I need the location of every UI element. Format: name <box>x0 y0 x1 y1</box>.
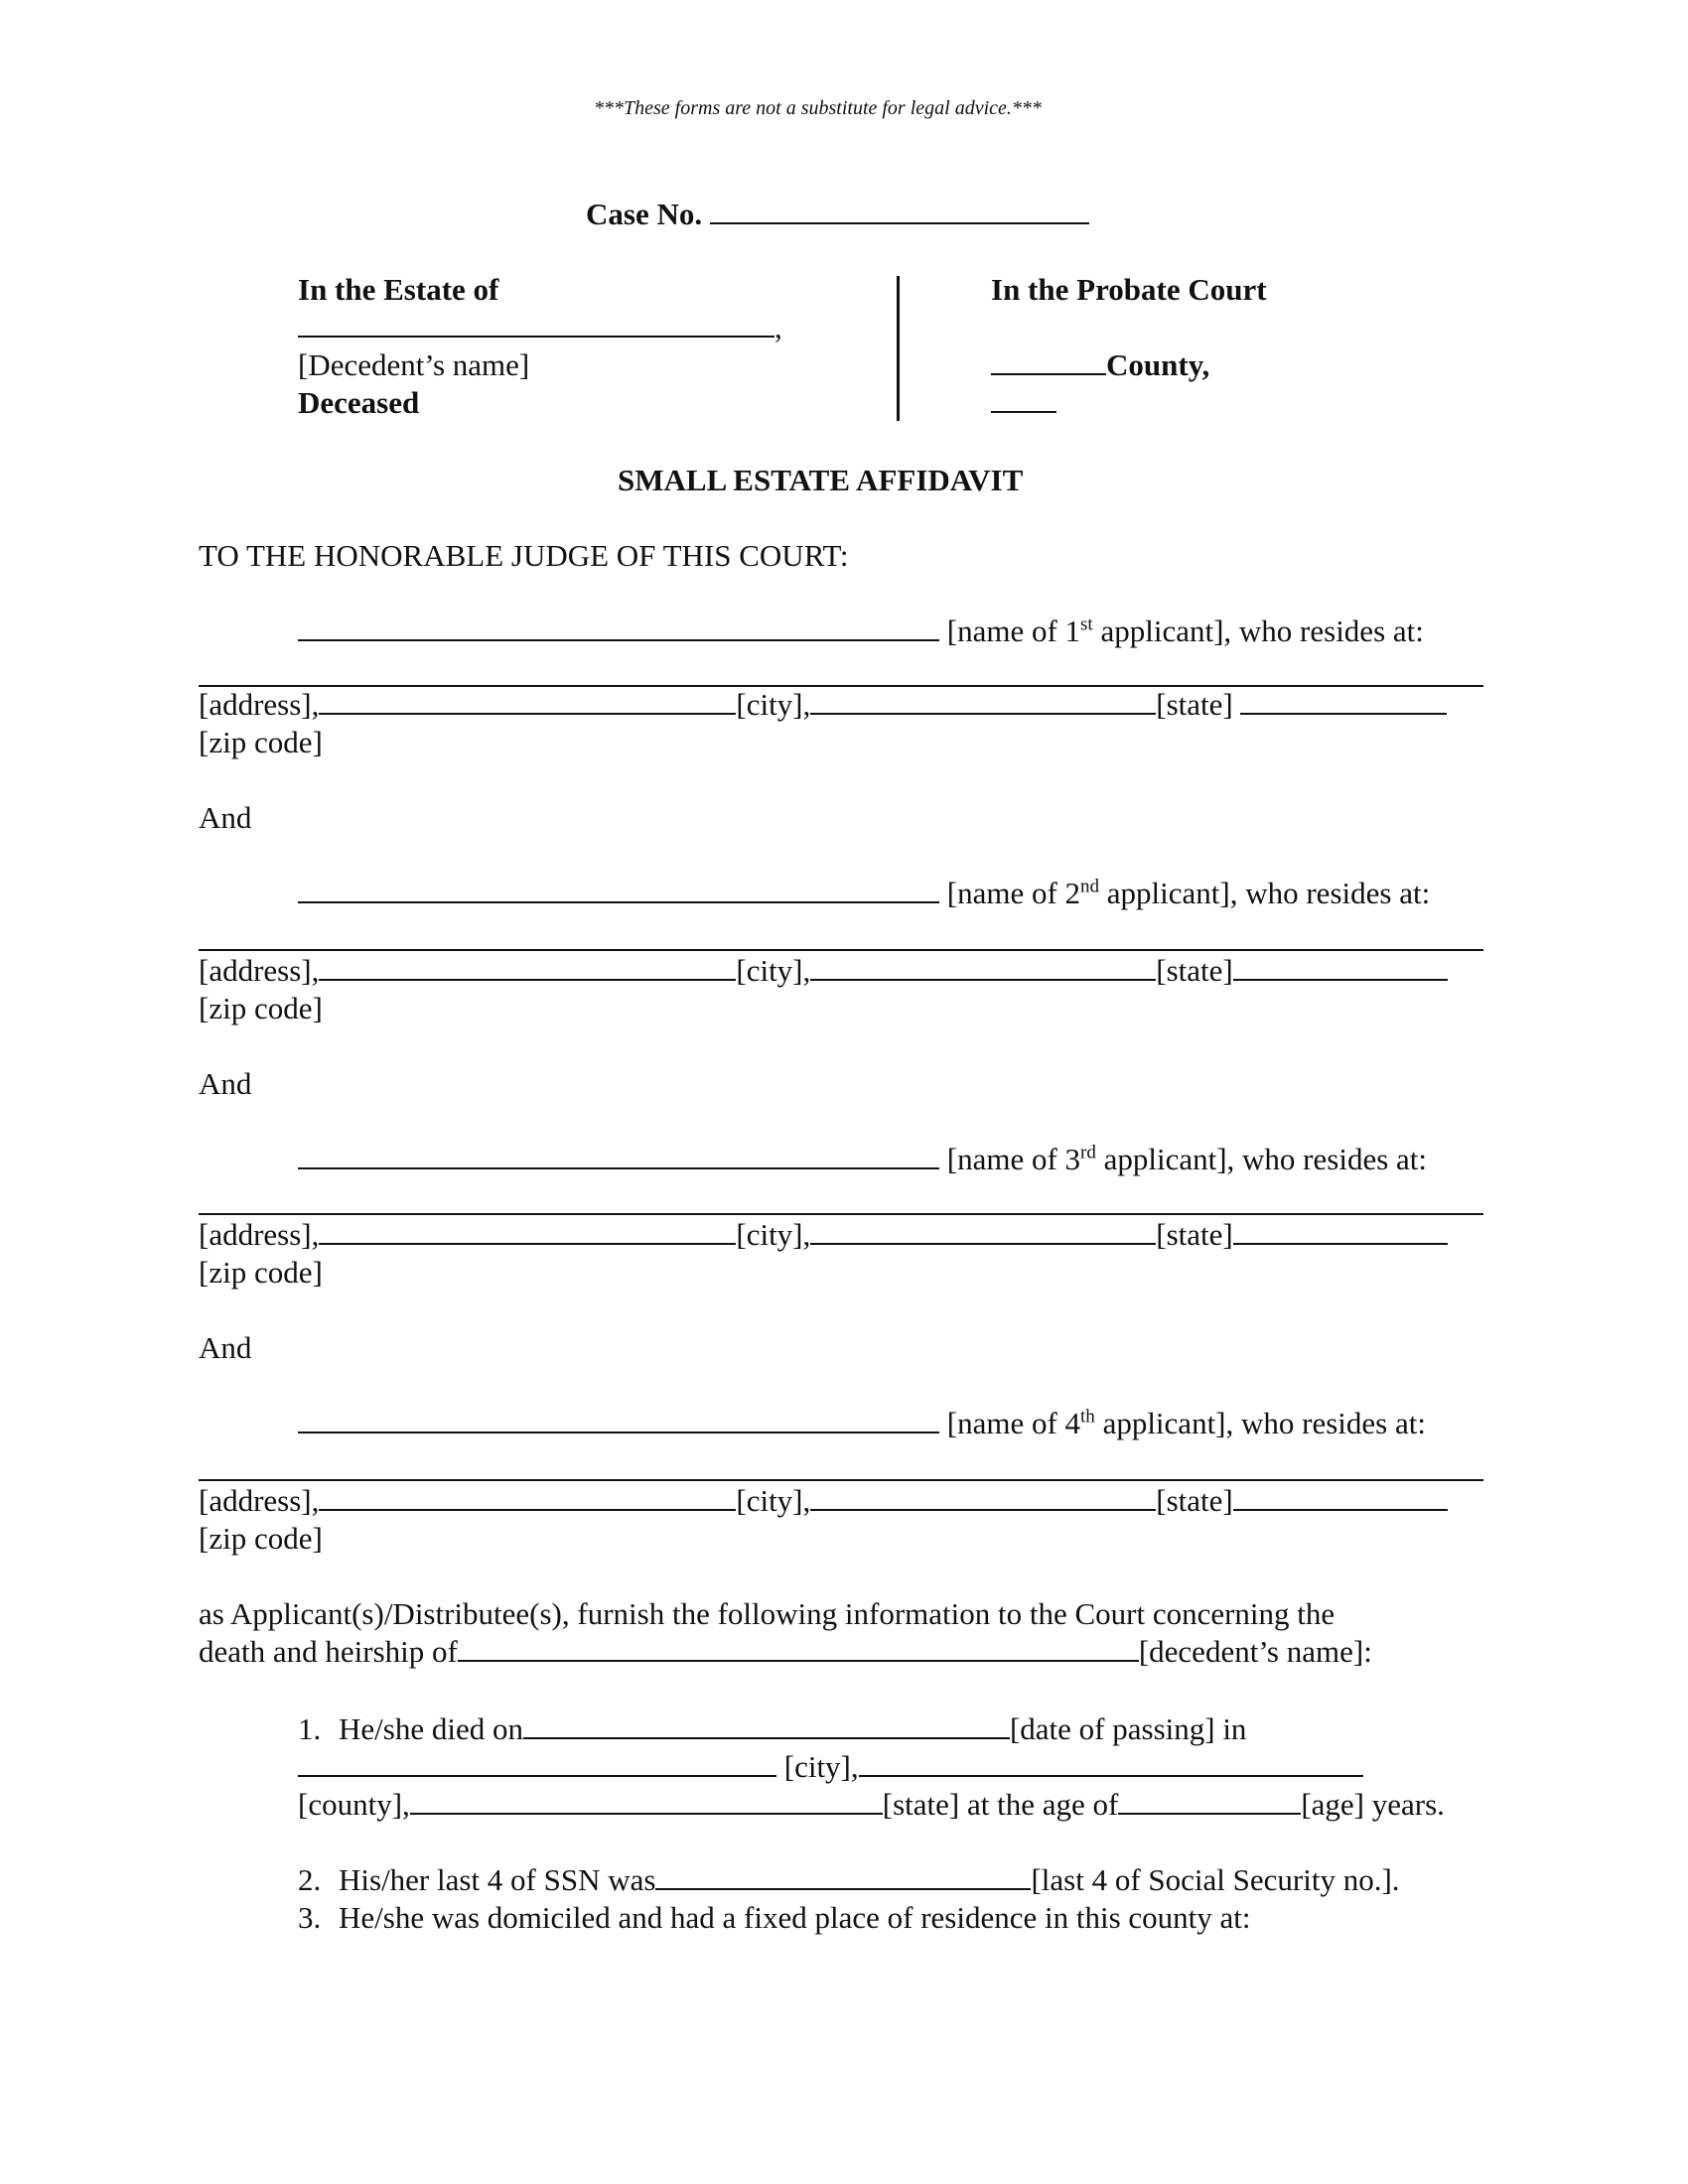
applicant-4-address-line[interactable] <box>199 1479 1483 1481</box>
deceased-label: Deceased <box>298 385 420 420</box>
applicant-4-address-field[interactable] <box>319 1485 736 1511</box>
applicant-3-name-field[interactable] <box>298 1144 939 1169</box>
applicant-4-name-label: [name of 4th applicant], who resides at: <box>946 1406 1426 1440</box>
item-1-line-2: [city], <box>298 1749 1363 1785</box>
comma: , <box>774 310 782 344</box>
applicant-2-state-field[interactable] <box>1233 955 1448 981</box>
probate-court-label: In the Probate Court <box>991 272 1267 307</box>
applicant-4-city-field[interactable] <box>810 1485 1156 1511</box>
item-3-line: He/she was domiciled and had a fixed place of residence in this county at: <box>339 1900 1251 1935</box>
applicant-1-name-row <box>298 614 1424 649</box>
applicant-1-city-field[interactable] <box>810 689 1156 715</box>
county-field[interactable] <box>991 349 1106 375</box>
applicant-3-name-label: [name of 3rd applicant], who resides at: <box>946 1142 1428 1176</box>
applicant-1-zip-label: [zip code] <box>199 725 323 759</box>
case-number-label: Case No. <box>586 197 703 231</box>
heirship-decedent-name-field[interactable] <box>458 1636 1139 1662</box>
applicant-3-city-field[interactable] <box>810 1219 1156 1245</box>
date-of-passing-field[interactable] <box>523 1713 1010 1739</box>
county-label: County, <box>1106 347 1210 382</box>
applicant-1-state-field[interactable] <box>1240 689 1447 715</box>
applicant-2-city-field[interactable] <box>810 955 1156 981</box>
and-label-3: And <box>199 1330 252 1365</box>
item-1-line-1: He/she died on [date of passing] in <box>339 1711 1247 1746</box>
applicant-3-state-field[interactable] <box>1233 1219 1448 1245</box>
item-1-line-3: [county], [state] at the age of [age] years. <box>298 1787 1445 1822</box>
applicant-3-address-field[interactable] <box>319 1219 736 1245</box>
applicant-2-address-row: [address], [city], [state] <box>199 953 1448 989</box>
item-2-number: 2. <box>298 1862 322 1897</box>
applicant-4-state-field[interactable] <box>1233 1485 1448 1511</box>
death-state-field[interactable] <box>410 1789 883 1815</box>
furnish-line-2: death and heirship of [decedent’s name]: <box>199 1634 1372 1669</box>
decedent-name-label: [Decedent’s name] <box>298 347 530 382</box>
death-county-field[interactable] <box>298 1751 776 1777</box>
decedent-name-line <box>298 310 782 345</box>
and-label-2: And <box>199 1066 252 1101</box>
salutation: TO THE HONORABLE JUDGE OF THIS COURT: <box>199 538 849 573</box>
item-1-number: 1. <box>298 1711 322 1746</box>
applicant-2-name-label: [name of 2nd applicant], who resides at: <box>946 876 1431 910</box>
decedent-name-field[interactable] <box>298 312 774 338</box>
applicant-2-zip-label: [zip code] <box>199 991 323 1025</box>
county-extra-line <box>991 385 1056 421</box>
applicant-3-address-line[interactable] <box>199 1213 1483 1215</box>
case-number <box>586 197 1089 232</box>
furnish-line-1: as Applicant(s)/Distributee(s), furnish the following information to the Court concerning the <box>199 1596 1336 1631</box>
item-2-line: His/her last 4 of SSN was [last 4 of Social Security no.]. <box>339 1862 1400 1897</box>
case-number-field[interactable] <box>710 199 1089 224</box>
applicant-3-zip-label: [zip code] <box>199 1255 323 1290</box>
applicant-3-address-row: [address], [city], [state] <box>199 1217 1448 1253</box>
age-field[interactable] <box>1118 1789 1301 1815</box>
applicant-4-name-row <box>298 1406 1426 1441</box>
applicant-4-address-row: [address], [city], [state] <box>199 1483 1448 1519</box>
county-extra-field[interactable] <box>991 387 1056 413</box>
applicant-2-name-field[interactable] <box>298 878 939 903</box>
item-3-number: 3. <box>298 1900 322 1935</box>
applicant-2-address-line[interactable] <box>199 949 1483 951</box>
applicant-2-address-field[interactable] <box>319 955 736 981</box>
caption-divider <box>897 276 900 421</box>
and-label-1: And <box>199 800 252 835</box>
applicant-3-name-row <box>298 1142 1427 1177</box>
ssn-last-4-field[interactable] <box>655 1864 1031 1890</box>
county-line <box>991 347 1209 383</box>
form-title: SMALL ESTATE AFFIDAVIT <box>618 463 1024 497</box>
applicant-4-zip-label: [zip code] <box>199 1521 323 1556</box>
applicant-1-name-label: [name of 1st applicant], who resides at: <box>946 614 1424 648</box>
applicant-1-address-field[interactable] <box>319 689 736 715</box>
applicant-2-name-row <box>298 876 1430 911</box>
applicant-4-name-field[interactable] <box>298 1408 939 1433</box>
applicant-1-name-field[interactable] <box>298 615 939 641</box>
applicant-1-address-row: [address], [city], [state] <box>199 687 1447 723</box>
disclaimer: ***These forms are not a substitute for legal advice.*** <box>594 97 1042 119</box>
death-city-field[interactable] <box>859 1751 1363 1777</box>
estate-of-label: In the Estate of <box>298 272 499 307</box>
